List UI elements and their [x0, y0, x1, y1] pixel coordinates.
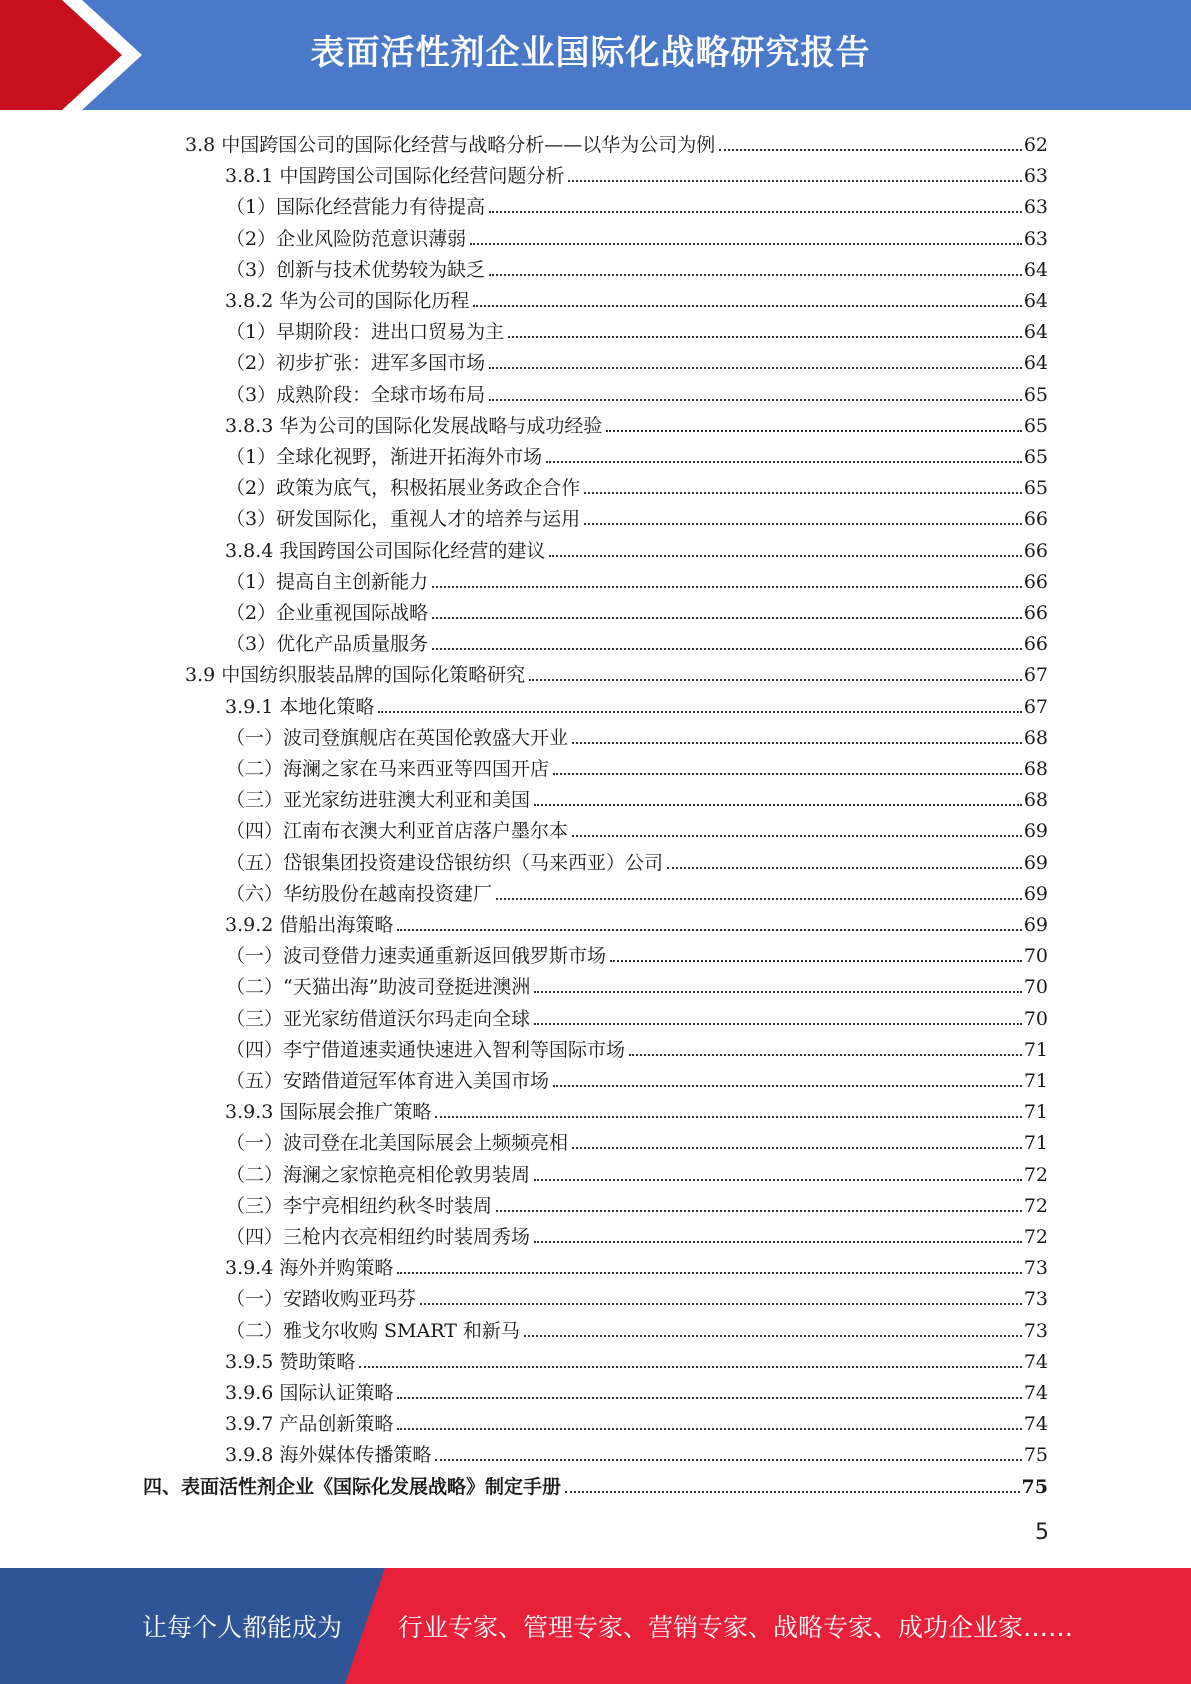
toc-entry[interactable]: [226, 814, 1048, 844]
toc-entry-page: 68: [1023, 727, 1048, 749]
toc-leader-dots: [572, 835, 1022, 837]
toc-entry-label: 3.9.5 赞助策略: [225, 1351, 356, 1373]
toc-entry-page: 70: [1023, 1008, 1048, 1030]
toc-entry-page: 65: [1023, 477, 1048, 499]
toc-entry-label: （五）安踏借道冠军体育进入美国市场: [226, 1070, 550, 1092]
toc-entry-page: 64: [1023, 259, 1048, 281]
toc-entry-page: 66: [1023, 540, 1048, 562]
toc-entry[interactable]: [185, 128, 1048, 158]
toc-entry-page: 75: [1023, 1444, 1048, 1466]
toc-entry-label: 3.9.4 海外并购策略: [225, 1257, 394, 1279]
toc-entry-page: 65: [1023, 384, 1048, 406]
toc-entry[interactable]: [226, 565, 1048, 595]
toc-entry-page: 69: [1023, 852, 1048, 874]
toc-entry-label: 3.8.2 华为公司的国际化历程: [225, 290, 470, 312]
toc-leader-dots: [489, 211, 1022, 213]
toc-entry-label: （2）政策为底气，积极拓展业务政企合作: [226, 477, 581, 499]
toc-entry[interactable]: [226, 222, 1048, 252]
toc-leader-dots: [397, 1428, 1021, 1430]
page-footer: [0, 1568, 1191, 1684]
toc-leader-dots: [432, 586, 1022, 588]
toc-entry-page: 66: [1023, 508, 1048, 530]
toc-entry[interactable]: [226, 1158, 1048, 1188]
toc-entry-label: （一）安踏收购亚玛芬: [226, 1288, 417, 1310]
toc-entry[interactable]: [226, 346, 1048, 376]
toc-entry[interactable]: [226, 1033, 1048, 1063]
toc-leader-dots: [534, 1241, 1022, 1243]
toc-entry[interactable]: [225, 409, 1048, 439]
toc-leader-dots: [359, 1366, 1021, 1368]
toc-entry[interactable]: [225, 1438, 1048, 1468]
toc-entry-label: （一）波司登借力速卖通重新返回俄罗斯市场: [226, 945, 607, 967]
toc-entry[interactable]: [226, 846, 1048, 876]
toc-entry-page: 72: [1023, 1226, 1048, 1248]
toc-entry-page: 69: [1023, 914, 1048, 936]
toc-entry-page: 63: [1023, 196, 1048, 218]
toc-entry-label: （1）提高自主创新能力: [226, 571, 429, 593]
toc-entry-label: （3）研发国际化，重视人才的培养与运用: [226, 508, 581, 530]
toc-entry[interactable]: [226, 596, 1048, 626]
toc-leader-dots: [572, 742, 1022, 744]
toc-entry[interactable]: [225, 1376, 1048, 1406]
toc-entry-label: （2）企业重视国际战略: [226, 602, 429, 624]
page-header: [0, 0, 1191, 110]
toc-entry-page: 64: [1023, 290, 1048, 312]
toc-entry[interactable]: [226, 783, 1048, 813]
toc-entry[interactable]: [226, 253, 1048, 283]
toc-entry-page: 73: [1023, 1320, 1048, 1342]
toc-leader-dots: [470, 243, 1022, 245]
toc-leader-dots: [565, 1491, 1020, 1493]
toc-entry-page: 74: [1023, 1413, 1048, 1435]
toc-entry-page: 74: [1023, 1382, 1048, 1404]
toc-entry-page: 68: [1023, 789, 1048, 811]
toc-leader-dots: [629, 1054, 1022, 1056]
toc-entry-label: （2）初步扩张：进军多国市场: [226, 352, 486, 374]
toc-entry[interactable]: [185, 658, 1048, 688]
toc-leader-dots: [610, 960, 1022, 962]
toc-entry[interactable]: [226, 1220, 1048, 1250]
toc-entry-page: 62: [1023, 134, 1048, 156]
toc-entry[interactable]: [225, 284, 1048, 314]
toc-entry-page: 66: [1023, 571, 1048, 593]
toc-entry-label: （三）李宁亮相纽约秋冬时装周: [226, 1195, 493, 1217]
toc-entry-label: （1）国际化经营能力有待提高: [226, 196, 486, 218]
toc-entry-label: 3.9.6 国际认证策略: [225, 1382, 394, 1404]
toc-entry-label: （二）雅戈尔收购 SMART 和新马: [226, 1320, 520, 1342]
toc-entry-page: 73: [1023, 1288, 1048, 1310]
toc-entry-page: 65: [1023, 415, 1048, 437]
toc-entry[interactable]: [225, 1345, 1048, 1375]
toc-entry-label: （四）江南布衣澳大利亚首店落户墨尔本: [226, 820, 569, 842]
toc-leader-dots: [667, 867, 1022, 869]
toc-entry[interactable]: [225, 690, 1048, 720]
toc-entry[interactable]: [226, 939, 1048, 969]
toc-entry-label: 四、表面活性剂企业《国际化发展战略》制定手册: [143, 1476, 562, 1498]
toc-entry[interactable]: [225, 908, 1048, 938]
toc-entry[interactable]: [226, 1126, 1048, 1156]
toc-entry[interactable]: [226, 721, 1048, 751]
toc-entry[interactable]: [226, 378, 1048, 408]
toc-entry[interactable]: [226, 970, 1048, 1000]
toc-entry-page: 64: [1023, 352, 1048, 374]
toc-entry[interactable]: [225, 534, 1048, 564]
toc-leader-dots: [549, 555, 1021, 557]
toc-leader-dots: [432, 648, 1022, 650]
toc-leader-dots: [546, 461, 1022, 463]
toc-entry-page: 71: [1023, 1039, 1048, 1061]
toc-leader-dots: [534, 991, 1021, 993]
toc-entry-label: （一）波司登旗舰店在英国伦敦盛大开业: [226, 727, 569, 749]
toc-entry-label: （二）“天猫出海”助波司登挺进澳洲: [226, 976, 531, 998]
toc-entry-label: （五）岱银集团投资建设岱银纺织（马来西亚）公司: [226, 852, 664, 874]
toc-leader-dots: [572, 1147, 1022, 1149]
toc-leader-dots: [553, 773, 1022, 775]
toc-leader-dots: [534, 1179, 1022, 1181]
toc-entry-page: 74: [1023, 1351, 1048, 1373]
toc-entry[interactable]: [226, 471, 1048, 501]
toc-entry-label: （3）创新与技术优势较为缺乏: [226, 259, 486, 281]
toc-entry-page: 65: [1023, 446, 1048, 468]
toc-entry-label: （一）波司登在北美国际展会上频频亮相: [226, 1132, 569, 1154]
toc-entry[interactable]: [226, 877, 1048, 907]
toc-leader-dots: [496, 898, 1022, 900]
toc-entry-label: （3）优化产品质量服务: [226, 633, 429, 655]
toc-leader-dots: [534, 804, 1022, 806]
footer-slogan-right: 行业专家、管理专家、营销专家、战略专家、成功企业家……: [398, 1613, 1074, 1642]
page-number: 5: [1035, 1520, 1049, 1545]
toc-leader-dots: [397, 1397, 1021, 1399]
toc-entry-page: 68: [1023, 758, 1048, 780]
toc-entry-label: （2）企业风险防范意识薄弱: [226, 228, 467, 250]
toc-entry[interactable]: [226, 502, 1048, 532]
toc-entry[interactable]: [226, 752, 1048, 782]
toc-entry-label: （三）亚光家纺进驻澳大利亚和美国: [226, 789, 531, 811]
toc-entry-label: （3）成熟阶段：全球市场布局: [226, 384, 486, 406]
toc-entry[interactable]: [226, 315, 1048, 345]
toc-leader-dots: [420, 1303, 1022, 1305]
page-title: 表面活性剂企业国际化战略研究报告: [310, 33, 871, 73]
toc-entry[interactable]: [143, 1470, 1048, 1500]
toc-entry-label: （六）华纺股份在越南投资建厂: [226, 883, 493, 905]
toc-entry-label: 3.8.4 我国跨国公司国际化经营的建议: [225, 540, 546, 562]
toc-entry-label: 3.8.1 中国跨国公司国际化经营问题分析: [225, 165, 565, 187]
toc-entry-page: 72: [1023, 1164, 1048, 1186]
toc-leader-dots: [496, 1210, 1022, 1212]
toc-entry-label: （二）海澜之家惊艳亮相伦敦男装周: [226, 1164, 531, 1186]
toc-leader-dots: [489, 399, 1022, 401]
toc-entry-label: 3.9.2 借船出海策略: [225, 914, 394, 936]
toc-leader-dots: [584, 492, 1022, 494]
toc-entry-label: 3.9 中国纺织服装品牌的国际化策略研究: [185, 664, 526, 686]
toc-leader-dots: [489, 274, 1022, 276]
toc-entry-page: 72: [1023, 1195, 1048, 1217]
toc-entry[interactable]: [226, 1282, 1048, 1312]
toc-leader-dots: [568, 180, 1021, 182]
footer-slogan-left: 让每个人都能成为: [142, 1613, 343, 1642]
toc-entry-label: 3.9.7 产品创新策略: [225, 1413, 394, 1435]
toc-leader-dots: [553, 1085, 1022, 1087]
toc-entry-label: 3.9.1 本地化策略: [225, 696, 375, 718]
toc-leader-dots: [606, 430, 1021, 432]
toc-entry-label: （三）亚光家纺借道沃尔玛走向全球: [226, 1008, 531, 1030]
toc-entry-page: 63: [1023, 165, 1048, 187]
toc-entry-page: 70: [1023, 976, 1048, 998]
toc-entry-page: 69: [1023, 883, 1048, 905]
toc-entry-label: （1）早期阶段：进出口贸易为主: [226, 321, 505, 343]
toc-leader-dots: [435, 1116, 1021, 1118]
toc-entry[interactable]: [226, 440, 1048, 470]
toc-entry-label: 3.8.3 华为公司的国际化发展战略与成功经验: [225, 415, 603, 437]
toc-entry[interactable]: [226, 627, 1048, 657]
toc-entry[interactable]: [226, 1064, 1048, 1094]
toc-entry-page: 66: [1023, 633, 1048, 655]
toc-leader-dots: [432, 617, 1022, 619]
header-chevron-logo: [0, 0, 200, 110]
toc-entry[interactable]: [226, 190, 1048, 220]
toc-entry-page: 63: [1023, 228, 1048, 250]
toc-entry[interactable]: [226, 1314, 1048, 1344]
toc-leader-dots: [473, 305, 1021, 307]
toc-entry-label: （四）李宁借道速卖通快速进入智利等国际市场: [226, 1039, 626, 1061]
toc-leader-dots: [524, 1335, 1022, 1337]
toc-entry-page: 75: [1021, 1476, 1048, 1498]
toc-leader-dots: [397, 1272, 1021, 1274]
toc-entry[interactable]: [226, 1189, 1048, 1219]
toc-entry-page: 71: [1023, 1070, 1048, 1092]
toc-leader-dots: [435, 1459, 1021, 1461]
toc-entry-page: 66: [1023, 602, 1048, 624]
toc-leader-dots: [529, 679, 1022, 681]
toc-entry-page: 67: [1023, 696, 1048, 718]
toc-entry-page: 64: [1023, 321, 1048, 343]
toc-entry-page: 67: [1023, 664, 1048, 686]
toc-entry[interactable]: [225, 1095, 1048, 1125]
toc-leader-dots: [489, 367, 1022, 369]
toc-entry-label: 3.9.3 国际展会推广策略: [225, 1101, 432, 1123]
toc-leader-dots: [719, 149, 1022, 151]
toc-entry[interactable]: [225, 1407, 1048, 1437]
toc-entry-page: 70: [1023, 945, 1048, 967]
toc-entry-page: 71: [1023, 1132, 1048, 1154]
toc-entry-page: 69: [1023, 820, 1048, 842]
toc-entry-label: （二）海澜之家在马来西亚等四国开店: [226, 758, 550, 780]
toc-leader-dots: [508, 336, 1022, 338]
toc-entry[interactable]: [225, 1251, 1048, 1281]
toc-entry-label: （1）全球化视野，渐进开拓海外市场: [226, 446, 543, 468]
toc-entry-page: 73: [1023, 1257, 1048, 1279]
toc-leader-dots: [584, 523, 1022, 525]
toc-entry-label: （四）三枪内衣亮相纽约时装周秀场: [226, 1226, 531, 1248]
toc-entry-label: 3.8 中国跨国公司的国际化经营与战略分析——以华为公司为例: [185, 134, 716, 156]
toc-leader-dots: [378, 711, 1021, 713]
toc-entry[interactable]: [225, 159, 1048, 189]
toc-entry-page: 71: [1023, 1101, 1048, 1123]
toc-entry[interactable]: [226, 1002, 1048, 1032]
toc-leader-dots: [534, 1023, 1022, 1025]
toc-leader-dots: [397, 929, 1021, 931]
toc-entry-label: 3.9.8 海外媒体传播策略: [225, 1444, 432, 1466]
